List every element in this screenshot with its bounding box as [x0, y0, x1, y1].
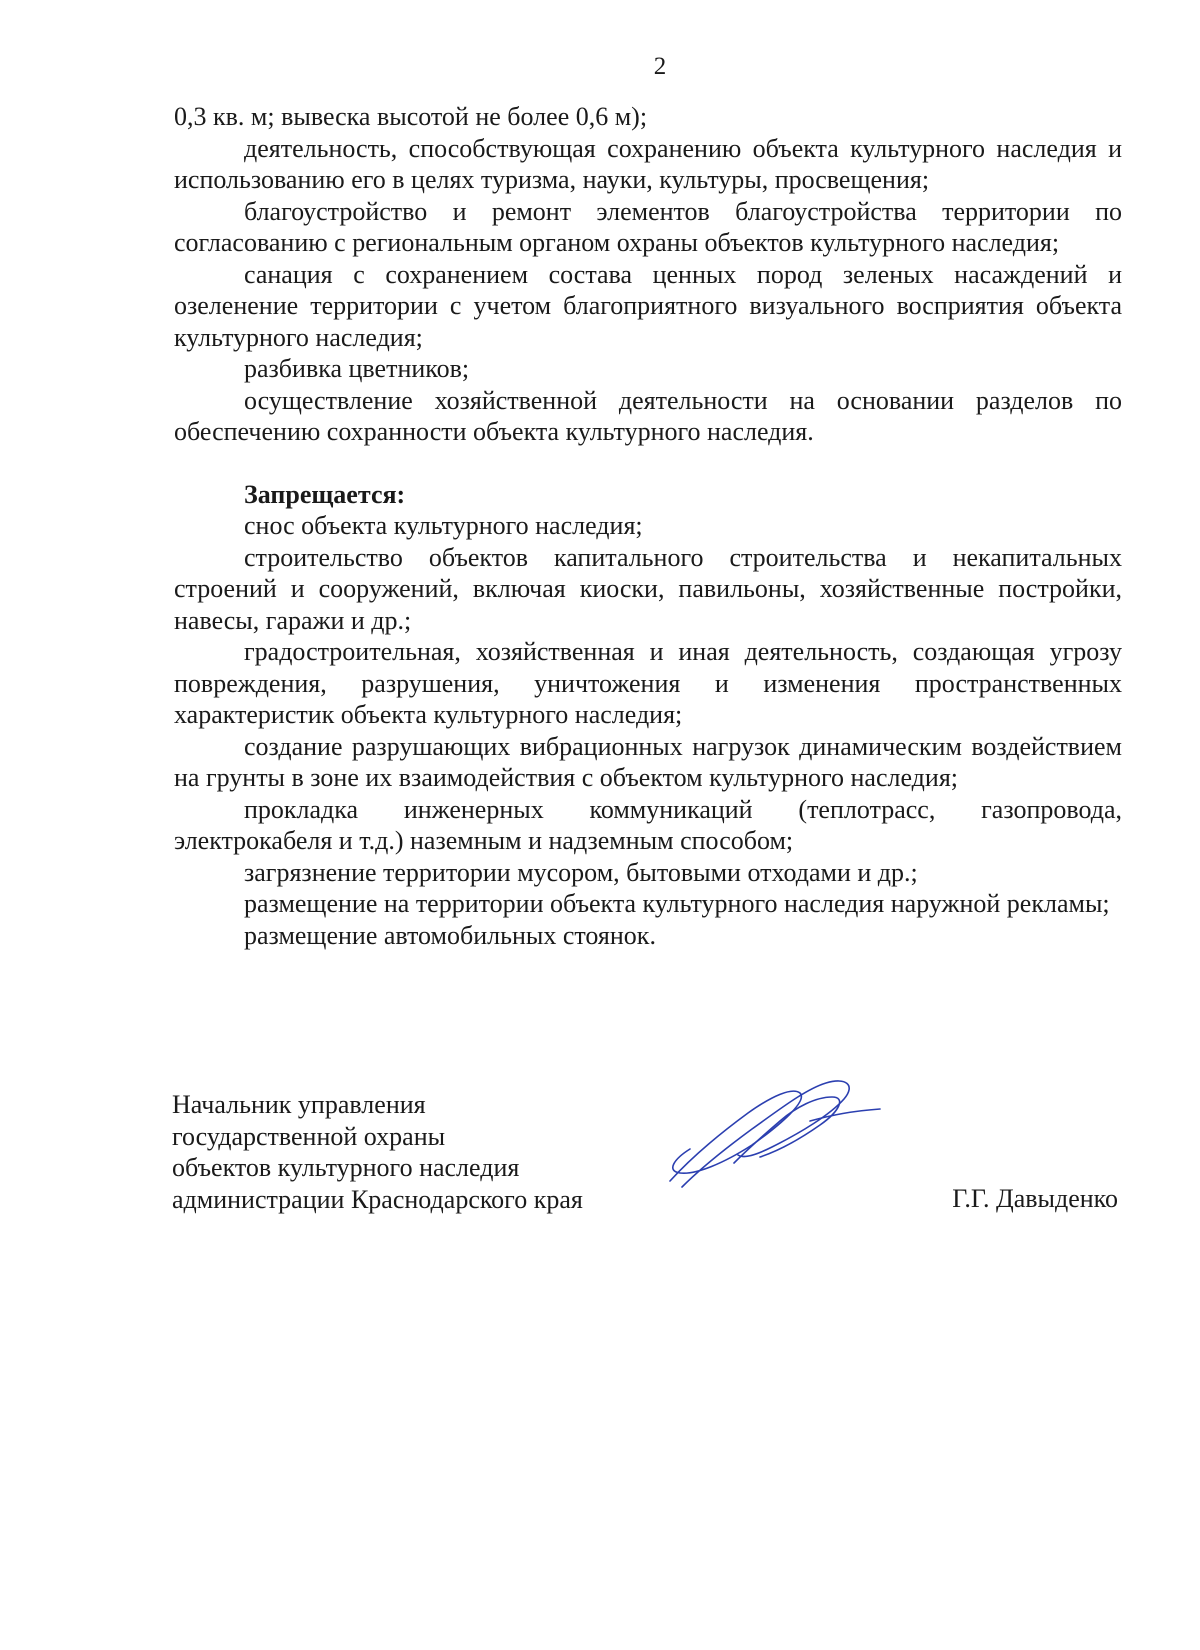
page-number: 2 — [653, 53, 667, 80]
prohibited-item: снос объекта культурного наследия; — [244, 511, 643, 540]
prohibited-item: загрязнение территории мусором, бытовыми отходами и др.; — [244, 857, 918, 887]
position-line: объектов культурного наследия — [172, 1153, 520, 1182]
prohibited-item: размещение автомобильных стоянок. — [244, 920, 656, 950]
position-line: администрации Краснодарского края — [172, 1184, 583, 1214]
signature-block — [172, 1089, 1122, 1249]
document-body — [174, 101, 1122, 951]
permitted-item: осуществление хозяйственной деятельности на основании разделов по обеспечению сохранности объекта культурного наследия. — [174, 385, 1122, 446]
permitted-item: благоустройство и ремонт элементов благоустройства территории по согласованию с региональным органом охраны объектов культурного наследия; — [174, 196, 1122, 257]
prohibited-item: прокладка инженерных коммуникаций (теплотрасс, газопровода, электрокабеля и т.д.) наземным и надземным способом; — [174, 794, 1122, 855]
position-line: Начальник управления — [172, 1090, 426, 1119]
prohibited-item: градостроительная, хозяйственная и иная деятельность, создающая угрозу повреждения, разрушения, уничтожения и изменения пространственных характеристик объекта культурного наследия; — [174, 637, 1122, 729]
permitted-item: разбивка цветников; — [244, 354, 470, 383]
continuation-text: 0,3 кв. м; вывеска высотой не более 0,6 м); — [174, 102, 648, 131]
permitted-item: деятельность, способствующая сохранению объекта культурного наследия и использованию его в целях туризма, науки, культуры, просвещения; — [174, 133, 1122, 194]
signature-stroke — [670, 1091, 801, 1181]
handwritten-signature — [660, 1063, 890, 1193]
permitted-item: санация с сохранением состава ценных пород зеленых насаждений и озеленение территории с учетом благоприятного визуального восприятия объекта культурного наследия; — [174, 259, 1122, 352]
position-line: государственной охраны — [172, 1121, 446, 1151]
prohibited-item: создание разрушающих вибрационных нагрузок динамическим воздействием на грунты в зоне их взаимодействия с объектом культурного наследия; — [174, 731, 1122, 792]
prohibited-item: строительство объектов капитального строительства и некапитальных строений и сооружений, включая киоски, павильоны, хозяйственные постройки, навесы, гаражи и др.; — [174, 542, 1122, 635]
prohibited-item: размещение на территории объекта культурного наследия наружной рекламы; — [244, 889, 1110, 918]
signatory-position — [172, 1089, 583, 1215]
prohibited-heading: Запрещается: — [244, 479, 406, 509]
signatory-name: Г.Г. Давыденко — [952, 1184, 1118, 1213]
